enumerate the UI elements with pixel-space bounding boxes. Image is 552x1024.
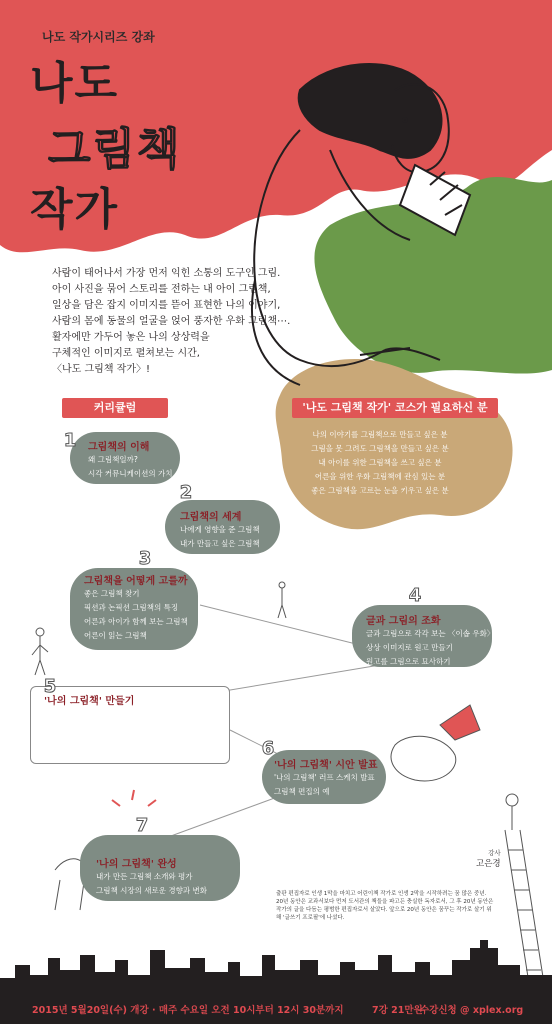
session-3-content <box>84 572 188 643</box>
session-item: 글과 그림으로 각각 보는 〈이솝 우화〉 <box>366 629 495 638</box>
session-item: 나에게 영향을 준 그림책 <box>180 525 260 534</box>
session-title: '나의 그림책' 만들기 <box>44 696 135 707</box>
intro-line: 〈나도 그림책 작가〉! <box>52 364 150 375</box>
session-3-number: 3 <box>138 548 152 569</box>
session-item: '나의 그림책' 러프 스케치 발표 <box>274 773 375 782</box>
session-title: 그림책의 세계 <box>180 512 242 523</box>
footer-schedule: 2015년 5월20일(수) 개강 · 매주 수요일 오전 10시부터 12시 30분까지 <box>32 1005 344 1016</box>
footer-register[interactable]: 수강신청 @ xplex.org <box>420 1005 524 1016</box>
session-item: 내가 만들고 싶은 그림책 <box>180 539 260 548</box>
footer-fee: 7강 21만원 <box>372 1005 423 1016</box>
target-item: 그림을 못 그려도 그림책을 만들고 싶은 분 <box>311 444 449 453</box>
session-item: 내가 만든 그림책 소개와 평가 <box>96 872 193 881</box>
session-7-number: 7 <box>135 815 149 836</box>
intro-line: 아이 사진을 묶어 스토리를 전하는 내 아이 그림책, <box>52 284 271 295</box>
target-label: '나도 그림책 작가' 코스가 필요하신 분 <box>292 398 498 418</box>
target-list <box>300 428 460 498</box>
title-line-2: 그림책 <box>48 124 182 175</box>
title-line-3: 작가 <box>30 184 120 235</box>
instructor-bio <box>276 890 493 922</box>
bio-line: 작가의 글을 다듬는 평범한 편집자로서 살았다. 앞으로 20년 동안은 꿈꾸는 작가로 살기 위 <box>276 907 492 913</box>
city-skyline <box>0 940 552 990</box>
series-label: 나도 작가시리즈 강좌 <box>42 30 155 44</box>
session-6-number: 6 <box>261 738 275 759</box>
session-4-content <box>366 612 494 669</box>
session-title: '나의 그림책' 완성 <box>96 859 177 870</box>
intro-line: 구체적인 이미지로 펼쳐보는 시간, <box>52 348 200 359</box>
instructor-name: 고은경 <box>476 859 501 869</box>
session-item: 다양한 표현 방법들 <box>44 751 107 760</box>
session-title: 글과 그림의 조화 <box>366 616 441 627</box>
session-item: 좋은 그림책 찾기 <box>84 589 140 598</box>
session-item: 어른과 아이가 함께 보는 그림책 <box>84 617 188 626</box>
target-item: 나의 이야기를 그림책으로 만들고 싶은 분 <box>312 430 448 439</box>
session-5-number: 5 <box>43 676 57 697</box>
session-item: 드로잉, 사진 콜라주, 도장 찍기, 색지 모자이크 등 <box>44 737 206 746</box>
bio-line: 출판 편집자로 인생 1막을 마치고 어린이책 작가로 인생 2막을 시작하려는 꿈 많은 중년. <box>276 891 487 897</box>
session-2-content <box>180 508 260 551</box>
session-item: 그림책 시장의 새로운 경향과 변화 <box>96 886 207 895</box>
session-4-number: 4 <box>408 585 422 606</box>
session-item: 상상 이미지로 원고 만들기 <box>366 643 453 652</box>
session-item: 그림책 편집의 예 <box>274 787 330 796</box>
target-item: 내 아이를 위한 그림책을 쓰고 싶은 분 <box>318 458 442 467</box>
session-1-content <box>88 438 172 481</box>
instructor <box>476 848 501 869</box>
intro-line: 일상을 담은 잡지 이미지를 뜯어 표현한 나의 이야기, <box>52 300 281 311</box>
session-5-content <box>44 692 206 763</box>
target-item: 좋은 그림책을 고르는 눈을 키우고 싶은 분 <box>311 486 449 495</box>
bio-line: 해 '글쓰기 프로필'에 나섰다. <box>276 915 345 921</box>
intro-line: 사람의 몸에 동물의 얼굴을 얹어 풍자한 우화 그림책⋯. <box>52 316 291 327</box>
target-item: 어른을 위한 우화 그림책에 관심 있는 분 <box>314 472 446 481</box>
session-title: 그림책을 어떻게 고를까 <box>84 576 188 587</box>
intro-line: 사람이 태어나서 가장 먼저 익힌 소통의 도구인 그림. <box>52 268 281 279</box>
session-item: 원고를 그림으로 묘사하기 <box>366 657 451 666</box>
session-6-content <box>274 756 378 799</box>
session-item: 그림책 러프 스케치 방법 <box>44 723 124 732</box>
session-item: 그림책 제작 과정 <box>44 709 100 718</box>
session-7-content <box>96 855 207 898</box>
session-item: 시각 커뮤니케이션의 가치 <box>88 469 173 478</box>
curriculum-label: 커리큘럼 <box>62 398 168 418</box>
title-line-1: 나도 <box>30 58 120 109</box>
session-item: 픽션과 논픽션 그림책의 특징 <box>84 603 179 612</box>
session-title: 그림책의 이해 <box>88 442 150 453</box>
session-item: 왜 그림책일까? <box>88 455 138 464</box>
session-1-number: 1 <box>63 430 77 451</box>
session-title: '나의 그림책' 시안 발표 <box>274 760 378 771</box>
instructor-role: 강사 <box>488 849 501 857</box>
intro-line: 활자에만 가두어 놓은 나의 상상력을 <box>52 332 210 343</box>
bio-line: 20년 동안은 교과서보다 먼저 도서관의 책들을 파고든 충실한 독자로서, 그 후 20년 동안은 <box>276 899 494 905</box>
session-item: 어른이 읽는 그림책 <box>84 631 147 640</box>
intro-text <box>52 266 291 378</box>
session-2-number: 2 <box>179 482 193 503</box>
